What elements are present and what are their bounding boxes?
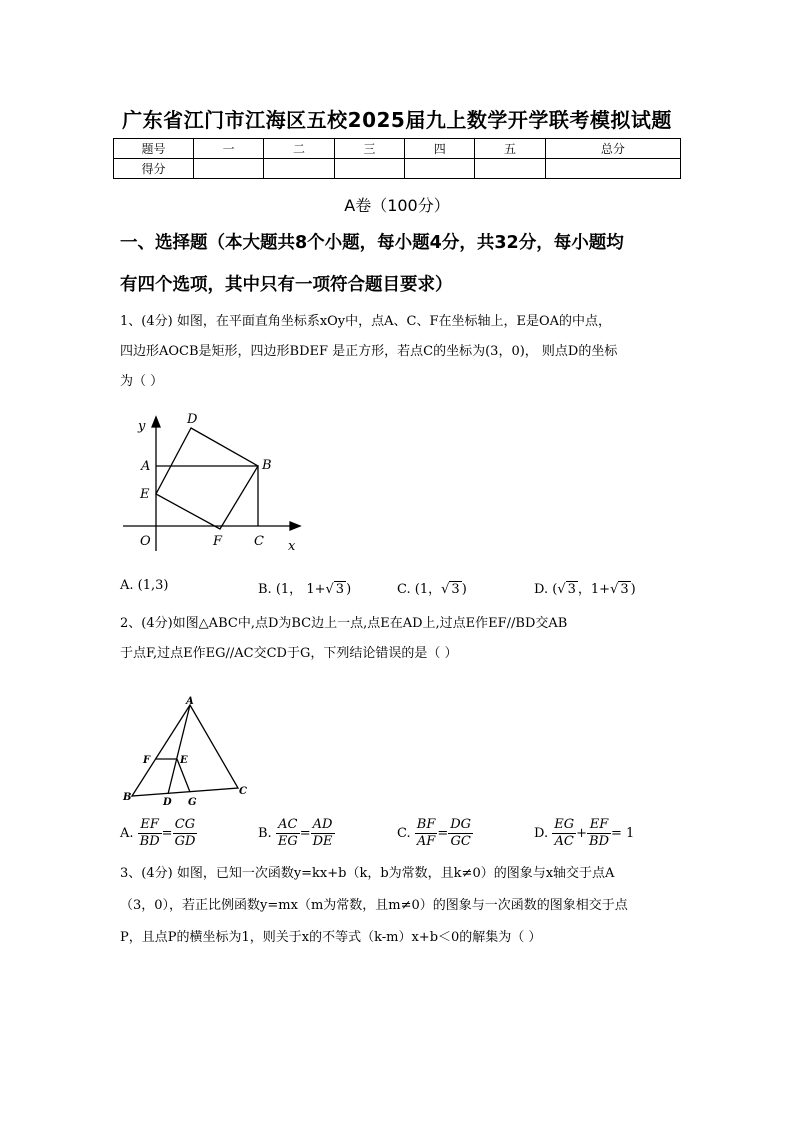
label-b: B (262, 458, 272, 473)
question-3-line3: P，且点P的横坐标为1，则关于x的不等式（k-m）x+b＜0的解集为（ ） (120, 930, 542, 945)
radicand: 3 (451, 582, 460, 597)
score-header-cell: 三 (334, 139, 404, 159)
score-cell[interactable] (264, 159, 334, 179)
label-f: F (143, 755, 151, 766)
option-label: C. (397, 826, 411, 841)
numerator: BF (416, 817, 436, 832)
q2-option-b[interactable] (258, 817, 335, 850)
option-value-part: ， (577, 582, 591, 597)
fraction (415, 817, 438, 850)
label-b: B (123, 792, 132, 803)
fraction (448, 817, 473, 850)
numerator: AC (276, 817, 300, 834)
score-table-header-row (114, 139, 681, 159)
score-cell[interactable] (334, 159, 404, 179)
denominator: EG (277, 834, 298, 849)
segment-ad (168, 705, 190, 794)
fraction (173, 817, 198, 850)
numerator: EF (587, 817, 611, 834)
rectangle-aocb (156, 466, 258, 526)
label-a: A (141, 459, 151, 474)
label-a: A (186, 696, 194, 707)
option-value-part: ) (630, 582, 636, 597)
denominator: GD (174, 834, 196, 849)
question-3-line1: 3、(4分) 如图，已知一次函数y=kx+b（k，b为常数，且k≠0）的图象与x轴交于点A (120, 866, 615, 881)
option-label: B. (258, 582, 272, 597)
q2-option-a[interactable] (120, 817, 197, 850)
question-2-options (120, 817, 680, 857)
option-label: B. (258, 826, 272, 841)
option-value: (1,3) (137, 578, 169, 593)
q2-option-d[interactable] (534, 817, 634, 850)
score-table (113, 138, 681, 179)
operator: = (161, 826, 173, 841)
option-value-part: (1， (275, 582, 303, 597)
question-1-line2: 四边形AOCB是矩形，四边形BDEF 是正方形，若点C的坐标为(3，0)， 则点D的坐标 (120, 344, 618, 359)
denominator: AF (416, 834, 436, 849)
score-header-cell: 一 (194, 139, 264, 159)
numerator: DG (450, 817, 472, 832)
score-cell[interactable] (405, 159, 475, 179)
q1-option-b[interactable]: B. (1， 1+√ 3 ) (258, 582, 352, 597)
question-1-options (120, 578, 680, 602)
question-2-text (120, 609, 680, 669)
option-value-part: ) (461, 582, 467, 597)
fraction (311, 817, 335, 850)
score-header-cell: 题号 (114, 139, 194, 159)
fraction (138, 817, 162, 850)
option-value-part: 1+ (590, 582, 611, 597)
part1-heading (120, 222, 690, 306)
option-label: A. (120, 826, 134, 841)
score-cell[interactable] (194, 159, 264, 179)
option-value-part: ) (346, 582, 352, 597)
operator: = 1 (611, 826, 635, 841)
score-header-cell: 总分 (545, 139, 680, 159)
question-1-line1: 1、(4分) 如图，在平面直角坐标系xOy中，点A、C、F在坐标轴上，E是OA的中点， (120, 314, 612, 329)
numerator: CG (173, 817, 198, 834)
part1-heading-line1: 一、选择题（本大题共8个小题，每小题4分，共32分，每小题均 (120, 233, 624, 253)
label-x: x (288, 539, 296, 554)
q1-option-c[interactable]: C. (1，√ 3 ) (397, 582, 467, 597)
operator: + (576, 826, 588, 841)
square-bdef (156, 428, 258, 529)
numerator: EF (138, 817, 162, 834)
label-y: y (138, 419, 146, 434)
fraction (552, 817, 576, 850)
score-header-cell: 四 (405, 139, 475, 159)
label-e: E (140, 487, 150, 502)
denominator: AC (554, 834, 574, 849)
q1-option-a[interactable] (120, 578, 169, 593)
option-label: A. (120, 578, 134, 593)
radicand: 3 (620, 582, 629, 597)
score-table-score-row (114, 159, 681, 179)
option-value-part: 1+ (306, 582, 326, 597)
section-a-heading: A卷（100分） (344, 196, 450, 215)
question-1-line3: 为（ ） (120, 374, 164, 389)
label-c: C (254, 534, 264, 549)
score-row-label: 得分 (114, 159, 194, 179)
label-f: F (213, 534, 223, 549)
option-label: C. (397, 582, 411, 597)
denominator: BD (139, 834, 160, 849)
numerator: EG (554, 817, 575, 832)
part1-heading-line2: 有四个选项，其中只有一项符合题目要求） (120, 275, 453, 295)
label-g: G (188, 797, 197, 808)
label-o: O (140, 534, 151, 549)
operator: = (437, 826, 449, 841)
triangle-abc (132, 705, 238, 796)
label-d: D (163, 797, 172, 808)
score-header-cell: 五 (475, 139, 545, 159)
option-value-part: ( (552, 582, 558, 597)
radicand: 3 (567, 582, 576, 597)
operator: = (299, 826, 311, 841)
numerator: AD (311, 817, 335, 834)
radicand: 3 (335, 582, 345, 597)
question-2-line1: 2、(4分)如图△ABC中,点D为BC边上一点,点E在AD上,过点E作EF//BD交AB (120, 616, 568, 631)
question-2-figure (118, 695, 258, 810)
question-1-text (120, 307, 680, 397)
y-axis-arrow-icon (152, 417, 160, 427)
fraction (276, 817, 300, 850)
question-3-text (120, 858, 680, 954)
option-label: D. (534, 826, 549, 841)
q1-option-d[interactable]: D. (√ 3 ，1+√ 3 ) (534, 582, 636, 597)
score-cell[interactable] (475, 159, 545, 179)
question-1-figure (118, 405, 318, 555)
q2-option-c[interactable] (397, 817, 473, 850)
label-e: E (180, 755, 188, 766)
denominator: DE (312, 834, 333, 849)
score-cell[interactable] (545, 159, 680, 179)
label-d: D (187, 412, 198, 427)
question-3-line2: （3，0），若正比例函数y=mx（m为常数，且m≠0）的图象与一次函数的图象相交于点 (120, 898, 628, 913)
option-label: D. (534, 582, 549, 597)
option-value-part: (1， (414, 582, 442, 597)
fraction (587, 817, 611, 850)
score-header-cell: 二 (264, 139, 334, 159)
denominator: BD (589, 834, 609, 849)
label-c: C (239, 786, 247, 797)
x-axis-arrow-icon (290, 522, 300, 530)
exam-title: 广东省江门市江海区五校2025届九上数学开学联考模拟试题 (122, 108, 672, 132)
question-2-line2: 于点F,过点E作EG//AC交CD于G，下列结论错误的是（ ） (120, 646, 458, 661)
denominator: GC (450, 834, 471, 849)
